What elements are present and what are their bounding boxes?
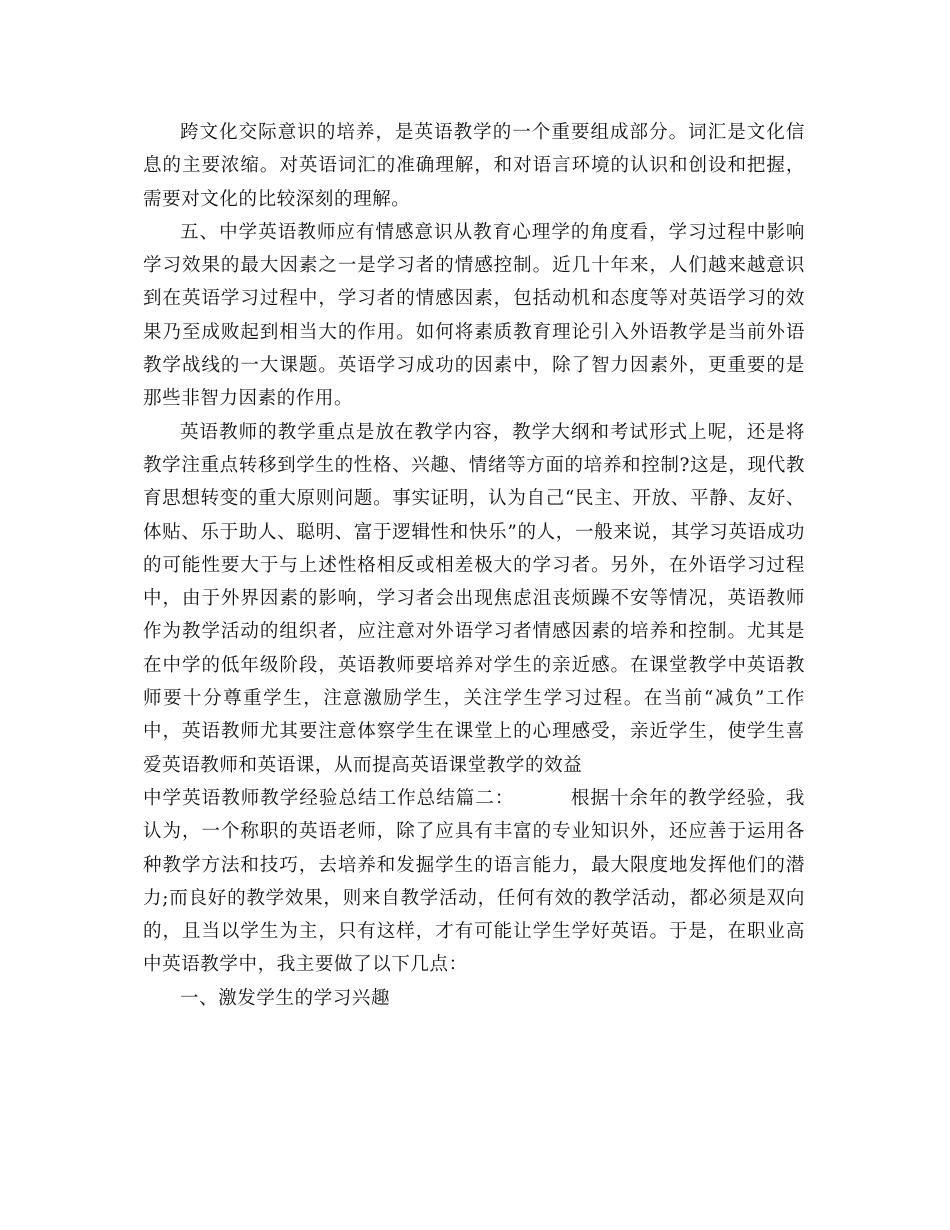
document-body	[143, 116, 805, 1015]
paragraph-teaching-focus: 英语教师的教学重点是放在教学内容，教学大纲和考试形式上呢，还是将教学注重点转移到学生的性格、兴趣、情绪等方面的培养和控制?这是，现代教育思想转变的重大原则问题。事实证明，认为自己“民主、开放、平静、友好、体贴、乐于助人、聪明、富于逻辑性和快乐”的人，一般来说，其学习英语成功的可能性要大于与上述性格相反或相差极大的学习者。另外，在外语学习过程中，由于外界因素的影响，学习者会出现焦虑沮丧烦躁不安等情况，英语教师作为教学活动的组织者，应注意对外语学习者情感因素的培养和控制。尤其是在中学的低年级阶段，英语教师要培养对学生的亲近感。在课堂教学中英语教师要十分尊重学生，注意激励学生，关注学生学习过程。在当前“减负”工作中，英语教师尤其要注意体察学生在课堂上的心理感受，亲近学生，使学生喜爱英语教师和英语课，从而提高英语课堂教学的效益	[143, 421, 805, 776]
subheading-interest: 一、激发学生的学习兴趣	[180, 987, 391, 1009]
paragraph-cultural-awareness: 跨文化交际意识的培养，是英语教学的一个重要组成部分。词汇是文化信息的主要浓缩。对英语词汇的准确理解，和对语言环境的认识和创设和把握，需要对文化的比较深刻的理解。	[143, 122, 805, 210]
section-two-heading: 中学英语教师教学经验总结工作总结篇二：	[143, 787, 515, 809]
section-two-paragraph	[143, 782, 805, 982]
paragraph-emotional-awareness: 五、中学英语教师应有情感意识从教育心理学的角度看，学习过程中影响学习效果的最大因素之一是学习者的情感控制。近几十年来，人们越来越意识到在英语学习过程中，学习者的情感因素，包括动机和态度等对英语学习的效果乃至成败起到相当大的作用。如何将素质教育理论引入外语教学是当前外语教学战线的一大课题。英语学习成功的因素中，除了智力因素外，更重要的是那些非智力因素的作用。	[143, 221, 805, 410]
section-two-body: 根据十余年的教学经验，我认为，一个称职的英语老师，除了应具有丰富的专业知识外，还应善于运用各种教学方法和技巧，去培养和发掘学生的语言能力，最大限度地发挥他们的潜力;而良好的教学效果，则来自教学活动，任何有效的教学活动，都必须是双向的，且当以学生为主，只有这样，才有可能让学生学好英语。于是，在职业高中英语教学中，我主要做了以下几点：	[143, 787, 806, 976]
